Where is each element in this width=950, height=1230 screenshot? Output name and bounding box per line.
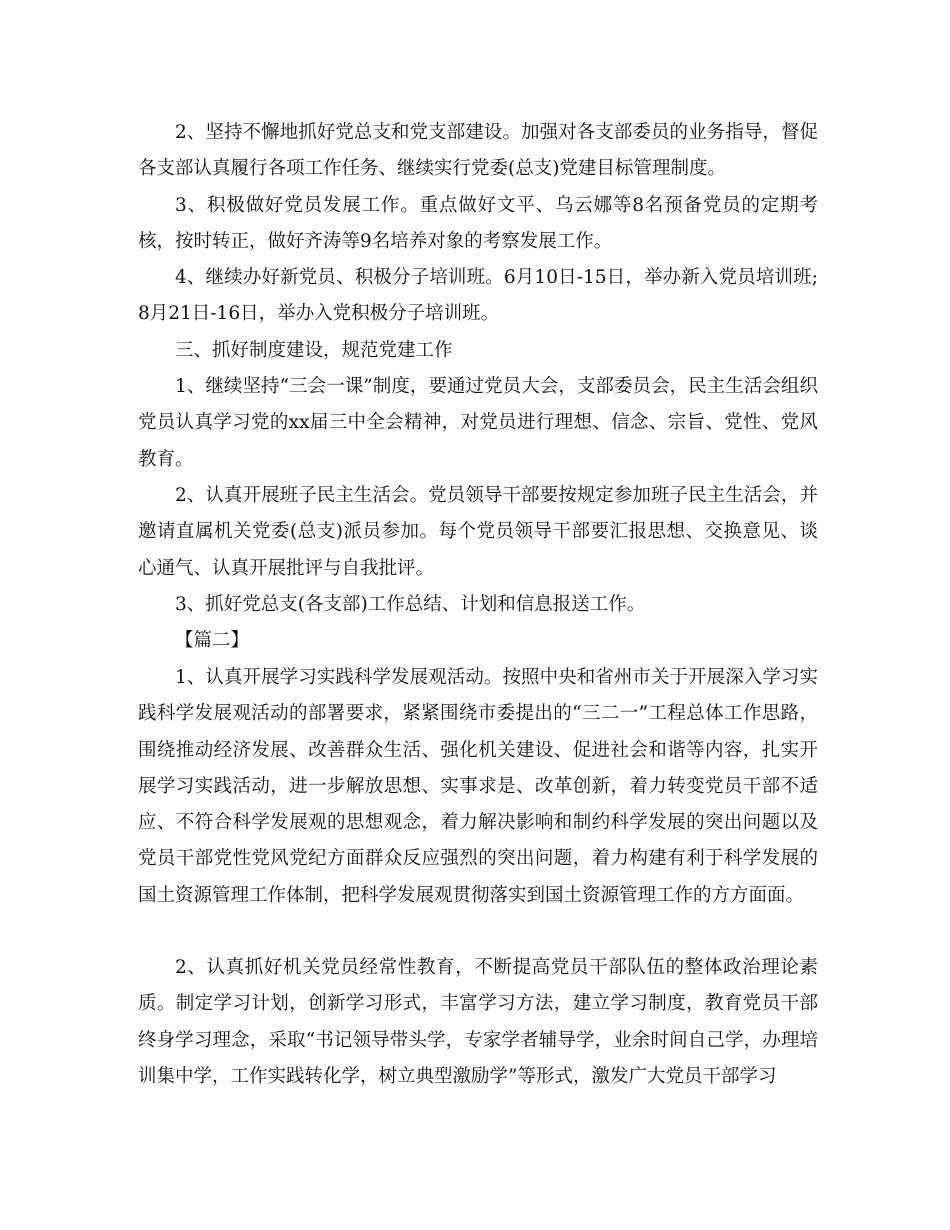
paragraph-training-classes: 4、继续办好新党员、积极分子培训班。6月10日-15日，举办新入党员培训班;8月21日-16日，举办入党积极分子培训班。 [138,267,818,325]
section-heading-system-building: 三、抓好制度建设，规范党建工作 [175,340,453,361]
paragraph-regular-education: 2、认真抓好机关党员经常性教育，不断提高党员干部队伍的整体政治理论素质。制定学习计划，创新学习形式，丰富学习方法，建立学习制度，教育党员干部终身学习理念，采取“书记领导带头学，专家学者辅导学，业余时间自己学，办理培训集中学，工作实践转化学，树立典型激励学”等形式，激发广大党员干部学习 [138,957,818,1087]
paragraph-party-branch-building: 2、坚持不懈地抓好党总支和党支部建设。加强对各支部委员的业务指导，督促各支部认真履行各项工作任务、继续实行党委(总支)党建目标管理制度。 [138,122,818,180]
paragraph-three-meetings: 1、继续坚持“三会一课”制度，要通过党员大会，支部委员会，民主生活会组织党员认真学习党的xx届三中全会精神，对党员进行理想、信念、宗旨、党性、党风教育。 [138,376,818,470]
paragraph-democratic-life-meeting: 2、认真开展班子民主生活会。党员领导干部要按规定参加班子民主生活会，并邀请直属机关党委(总支)派员参加。每个党员领导干部要汇报思想、交换意见、谈心通气、认真开展批评与自我批评。 [138,485,818,579]
paragraph-report-work: 3、抓好党总支(各支部)工作总结、计划和信息报送工作。 [175,594,646,615]
section-heading-part-two: 【篇二】 [175,630,250,651]
paragraph-member-development: 3、积极做好党员发展工作。重点做好文平、乌云娜等8名预备党员的定期考核，按时转正，做好齐涛等9名培养对象的考察发展工作。 [138,195,818,253]
paragraph-scientific-outlook: 1、认真开展学习实践科学发展观活动。按照中央和省州市关于开展深入学习实践科学发展观活动的部署要求，紧紧围绕市委提出的“三二一”工程总体工作思路，围绕推动经济发展、改善群众生活、强化机关建设、促进社会和谐等内容，扎实开展学习实践活动，进一步解放思想、实事求是、改革创新，着力转变党员干部不适应、不符合科学发展观的思想观念，着力解决影响和制约科学发展的突出问题以及党员干部党性党风党纪方面群众反应强烈的突出问题，着力构建有利于科学发展的国土资源管理工作体制，把科学发展观贯彻落实到国土资源管理工作的方方面面。 [138,667,818,906]
